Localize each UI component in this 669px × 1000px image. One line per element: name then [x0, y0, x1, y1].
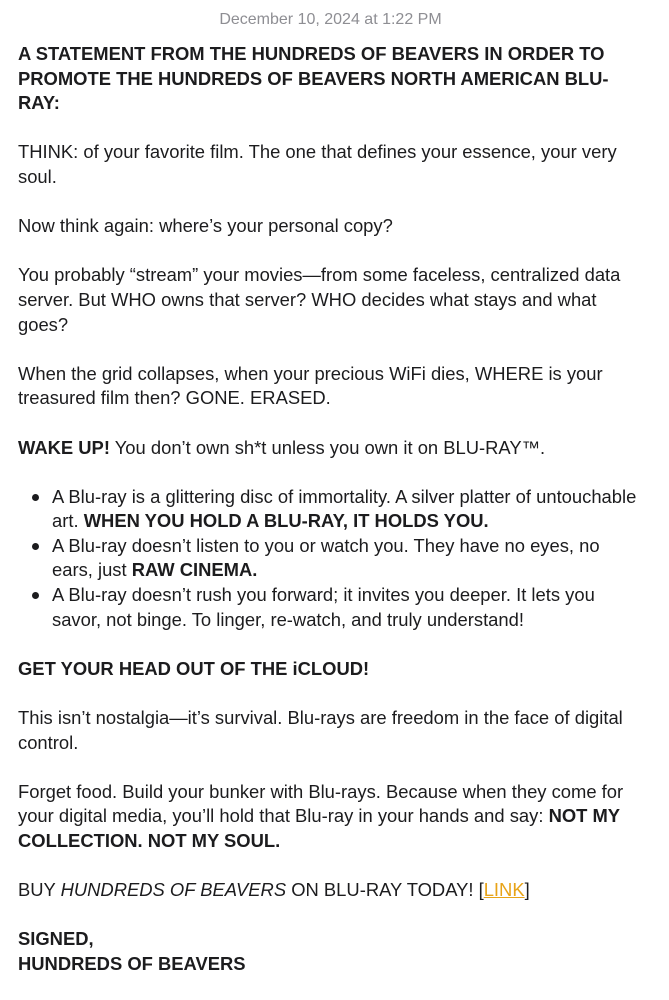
paragraph-think-again: Now think again: where’s your personal copy?: [18, 215, 393, 237]
buy-link[interactable]: LINK: [483, 879, 525, 901]
buy-title: HUNDREDS OF BEAVERS: [60, 879, 287, 901]
buy-suffix: ON BLU-RAY TODAY! [: [286, 879, 484, 901]
signed-name: HUNDREDS OF BEAVERS: [18, 952, 246, 974]
bunker-text: Forget food. Build your bunker with Blu-rays. Because when they come for your digital media, you’ll hold that Blu-ray in your hands and say:: [18, 780, 624, 827]
list-item: [52, 534, 643, 583]
list-item: [52, 485, 643, 534]
list-item-bold: WHEN YOU HOLD A BLU-RAY, IT HOLDS YOU.: [83, 510, 489, 532]
signature-block: [18, 927, 643, 976]
list-item: [52, 583, 643, 632]
message-timestamp: December 10, 2024 at 1:22 PM: [219, 11, 442, 28]
paragraph-bunker: [18, 780, 643, 854]
bunker-bold: NOT MY COLLECTION. NOT MY SOUL.: [18, 805, 620, 851]
paragraph-wake-up: [18, 436, 643, 461]
buy-close-bracket: ]: [524, 879, 530, 901]
bullet-dot-icon: [32, 494, 39, 501]
wake-up-rest: You don’t own sh*t unless you own it on BLU-RAY™.: [109, 436, 546, 458]
icloud-heading: GET YOUR HEAD OUT OF THE iCLOUD!: [18, 657, 370, 679]
bullet-list: [18, 485, 643, 633]
bullet-dot-icon: [32, 543, 39, 550]
list-item-text: A Blu-ray doesn’t rush you forward; it invites you deeper. It lets you savor, not binge. To linger, re-watch, and truly understand!: [52, 584, 595, 630]
wake-up-bold: WAKE UP!: [18, 436, 110, 458]
paragraph-buy: [18, 878, 643, 903]
buy-prefix: BUY: [18, 879, 61, 901]
signed-line: SIGNED,: [18, 928, 94, 950]
paragraph-think: THINK: of your favorite film. The one that defines your essence, your very soul.: [18, 141, 617, 187]
list-item-text: A Blu-ray is a glittering disc of immortality. A silver platter of untouchable art.: [52, 485, 637, 532]
bullet-dot-icon: [32, 592, 39, 599]
list-item-text: A Blu-ray doesn’t listen to you or watch you. They have no eyes, no ears, just: [52, 534, 600, 581]
headline: A STATEMENT FROM THE HUNDREDS OF BEAVERS IN ORDER TO PROMOTE THE HUNDREDS OF BEAVERS NORTH AMERICAN BLU-RAY:: [18, 43, 609, 114]
list-item-bold: RAW CINEMA.: [131, 559, 258, 581]
paragraph-stream: You probably “stream” your movies—from some faceless, centralized data server. But WHO owns that server? WHO decides what stays and what goes?: [18, 264, 621, 335]
paragraph-grid-collapse: When the grid collapses, when your precious WiFi dies, WHERE is your treasured film then? GONE. ERASED.: [18, 362, 603, 409]
paragraph-nostalgia: This isn’t nostalgia—it’s survival. Blu-rays are freedom in the face of digital control.: [18, 707, 623, 753]
